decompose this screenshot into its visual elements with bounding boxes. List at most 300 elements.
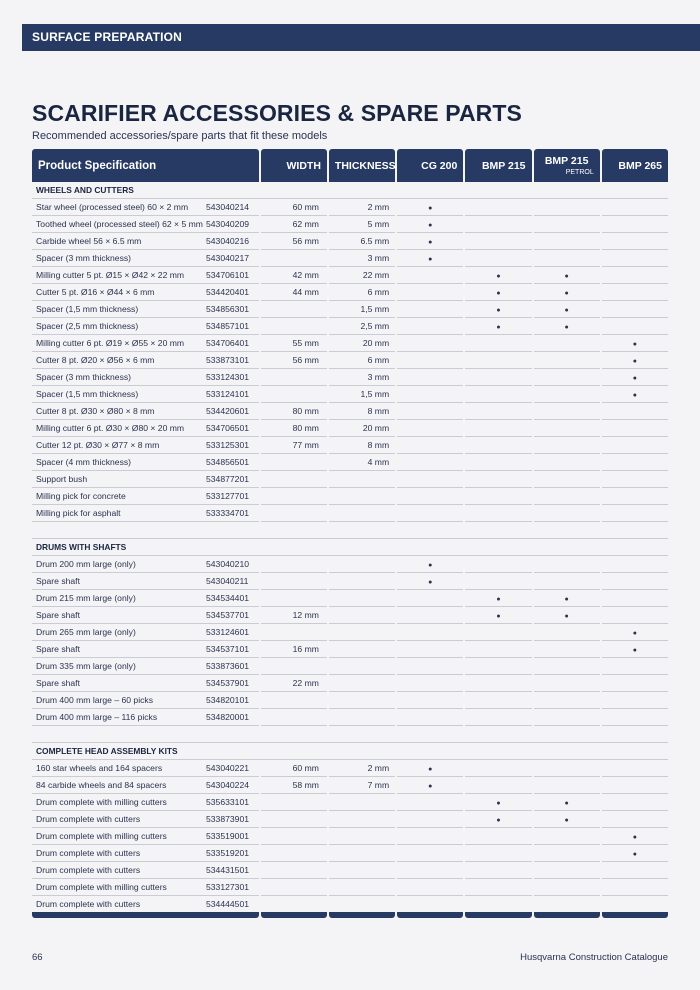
footer-cell [397, 912, 463, 918]
fit-bmp215-petrol [534, 760, 600, 777]
fit-bmp215-petrol [534, 352, 600, 369]
width-value: 77 mm [261, 437, 327, 454]
thickness-value [329, 590, 395, 607]
fit-bmp265 [602, 573, 668, 590]
footer-cell [32, 912, 259, 918]
product-cell [32, 386, 259, 403]
fit-bmp215-petrol [534, 267, 600, 284]
fit-bmp215-petrol [534, 233, 600, 250]
width-value [261, 250, 327, 267]
fit-bmp215 [465, 505, 531, 522]
footer-bar [602, 912, 668, 918]
thickness-value: 6.5 mm [329, 233, 395, 250]
fit-bmp265 [602, 386, 668, 403]
fit-bmp215-petrol [534, 692, 600, 709]
product-name: Spacer (4 mm thickness) [36, 457, 132, 467]
table-row [32, 811, 668, 828]
product-cell [32, 760, 259, 777]
fit-dot-icon: ● [428, 256, 433, 263]
article-number: 534706501 [206, 423, 250, 433]
product-cell [32, 556, 259, 573]
article-number: 543040214 [206, 202, 250, 212]
thickness-value [329, 879, 395, 896]
table-row [32, 454, 668, 471]
fit-bmp215 [465, 794, 531, 811]
fit-bmp215 [465, 675, 531, 692]
product-cell [32, 777, 259, 794]
fit-cg200 [397, 641, 463, 658]
width-value [261, 386, 327, 403]
page-title: SCARIFIER ACCESSORIES & SPARE PARTS [32, 100, 522, 126]
width-value [261, 828, 327, 845]
table-row [32, 488, 668, 505]
width-value [261, 845, 327, 862]
product-name: Drum 265 mm large (only) [36, 627, 136, 637]
product-name: Drum complete with milling cutters [36, 831, 167, 841]
fit-bmp265 [602, 233, 668, 250]
fit-bmp265 [602, 658, 668, 675]
footer-cell [534, 912, 600, 918]
product-name: Drum 400 mm large – 116 picks [36, 712, 158, 722]
fit-bmp215 [465, 233, 531, 250]
product-cell [32, 590, 259, 607]
thickness-value [329, 845, 395, 862]
article-number: 533519001 [206, 831, 250, 841]
product-cell [32, 675, 259, 692]
product-cell [32, 267, 259, 284]
fit-dot-icon: ● [632, 392, 637, 399]
fit-dot-icon: ● [428, 579, 433, 586]
width-value [261, 862, 327, 879]
fit-cg200 [397, 318, 463, 335]
thickness-value [329, 692, 395, 709]
article-number: 534706101 [206, 270, 250, 280]
spacer-cell [32, 726, 668, 743]
table-row [32, 386, 668, 403]
article-number: 534856301 [206, 304, 250, 314]
thickness-value [329, 709, 395, 726]
table-row [32, 828, 668, 845]
width-value [261, 301, 327, 318]
fit-bmp215-petrol [534, 624, 600, 641]
product-cell [32, 216, 259, 233]
footer-cell [602, 912, 668, 918]
footer-bar [32, 912, 259, 918]
fit-bmp215-petrol [534, 437, 600, 454]
fit-bmp215 [465, 607, 531, 624]
fit-bmp215 [465, 811, 531, 828]
fit-bmp215 [465, 862, 531, 879]
fit-bmp215 [465, 760, 531, 777]
fit-bmp265 [602, 709, 668, 726]
fit-dot-icon: ● [564, 800, 569, 807]
product-name: Drum complete with milling cutters [36, 797, 167, 807]
width-value: 56 mm [261, 352, 327, 369]
width-value [261, 369, 327, 386]
table-row [32, 896, 668, 912]
product-cell [32, 896, 259, 912]
fit-bmp215-petrol [534, 573, 600, 590]
fit-bmp215-petrol [534, 488, 600, 505]
fit-bmp215-petrol [534, 896, 600, 912]
fit-bmp215 [465, 335, 531, 352]
fit-bmp215-petrol [534, 709, 600, 726]
fit-cg200 [397, 386, 463, 403]
article-number: 543040221 [206, 763, 250, 773]
article-number: 543040211 [206, 576, 249, 586]
fit-dot-icon: ● [632, 358, 637, 365]
fit-bmp215 [465, 420, 531, 437]
product-name: Drum complete with cutters [36, 814, 141, 824]
fit-bmp215 [465, 318, 531, 335]
fit-bmp265 [602, 488, 668, 505]
fit-cg200 [397, 692, 463, 709]
section-title: COMPLETE HEAD ASSEMBLY KITS [32, 743, 668, 760]
fit-bmp215 [465, 828, 531, 845]
product-name: Drum complete with cutters [36, 848, 141, 858]
fit-bmp215 [465, 777, 531, 794]
fit-bmp215-petrol [534, 607, 600, 624]
table-header-row [32, 149, 668, 182]
article-number: 533519201 [206, 848, 250, 858]
product-cell [32, 233, 259, 250]
header-bmp215-petrol-label: BMP 215 [544, 155, 589, 167]
product-cell [32, 318, 259, 335]
table-row [32, 471, 668, 488]
table-row [32, 267, 668, 284]
product-cell [32, 624, 259, 641]
table-row [32, 437, 668, 454]
fit-bmp215-petrol [534, 301, 600, 318]
section-title: WHEELS AND CUTTERS [32, 182, 668, 199]
fit-bmp215 [465, 488, 531, 505]
product-cell [32, 420, 259, 437]
table-row [32, 658, 668, 675]
fit-bmp215-petrol [534, 658, 600, 675]
fit-bmp215 [465, 573, 531, 590]
fit-bmp215-petrol [534, 556, 600, 573]
header-product-specification: Product Specification [32, 149, 259, 182]
table-row [32, 250, 668, 267]
article-number: 534534401 [206, 593, 250, 603]
thickness-value: 20 mm [329, 335, 395, 352]
thickness-value: 2 mm [329, 199, 395, 216]
fit-bmp265 [602, 624, 668, 641]
article-number: 533127701 [206, 491, 250, 501]
article-number: 534820001 [206, 712, 250, 722]
thickness-value [329, 607, 395, 624]
article-number: 533124301 [206, 372, 250, 382]
fit-bmp215 [465, 896, 531, 912]
product-name: Toothed wheel (processed steel) 62 × 5 mm [36, 219, 203, 229]
fit-dot-icon: ● [632, 647, 637, 654]
fit-bmp215 [465, 199, 531, 216]
table-row [32, 607, 668, 624]
footer-bar [329, 912, 395, 918]
fit-bmp215-petrol [534, 420, 600, 437]
article-number: 533873101 [206, 355, 250, 365]
article-number: 534420601 [206, 406, 250, 416]
width-value [261, 318, 327, 335]
product-name: Cutter 8 pt. Ø30 × Ø80 × 8 mm [36, 406, 155, 416]
width-value: 42 mm [261, 267, 327, 284]
fit-bmp215 [465, 454, 531, 471]
article-number: 534431501 [206, 865, 250, 875]
footer-cell [329, 912, 395, 918]
fit-cg200 [397, 284, 463, 301]
fit-bmp215-petrol [534, 879, 600, 896]
table-row [32, 216, 668, 233]
product-cell [32, 641, 259, 658]
article-number: 533334701 [206, 508, 250, 518]
width-value: 12 mm [261, 607, 327, 624]
fit-cg200 [397, 352, 463, 369]
fit-cg200 [397, 777, 463, 794]
article-number: 533125301 [206, 440, 250, 450]
width-value: 44 mm [261, 284, 327, 301]
product-name: Carbide wheel 56 × 6.5 mm [36, 236, 142, 246]
article-number: 543040217 [206, 253, 250, 263]
width-value: 58 mm [261, 777, 327, 794]
product-name: Drum 200 mm large (only) [36, 559, 136, 569]
thickness-value [329, 675, 395, 692]
thickness-value: 8 mm [329, 437, 395, 454]
table-row [32, 777, 668, 794]
product-cell [32, 488, 259, 505]
footer-cell [261, 912, 327, 918]
fit-dot-icon: ● [564, 324, 569, 331]
table-row [32, 794, 668, 811]
fit-cg200 [397, 794, 463, 811]
fit-bmp215-petrol [534, 828, 600, 845]
fit-cg200 [397, 505, 463, 522]
width-value [261, 624, 327, 641]
footer-bar [534, 912, 600, 918]
fit-bmp265 [602, 879, 668, 896]
width-value: 80 mm [261, 420, 327, 437]
product-cell [32, 692, 259, 709]
fit-dot-icon: ● [564, 613, 569, 620]
table-row [32, 403, 668, 420]
width-value [261, 692, 327, 709]
table-row [32, 845, 668, 862]
fit-bmp215 [465, 692, 531, 709]
section-title: DRUMS WITH SHAFTS [32, 539, 668, 556]
fit-bmp265 [602, 301, 668, 318]
section-row [32, 182, 668, 199]
fit-dot-icon: ● [496, 596, 501, 603]
fit-dot-icon: ● [496, 273, 501, 280]
fit-cg200 [397, 760, 463, 777]
table-row [32, 352, 668, 369]
fit-bmp215 [465, 369, 531, 386]
fit-dot-icon: ● [428, 239, 433, 246]
article-number: 543040209 [206, 219, 250, 229]
product-name: Spacer (3 mm thickness) [36, 253, 132, 263]
fit-cg200 [397, 250, 463, 267]
fit-cg200 [397, 845, 463, 862]
product-name: Cutter 5 pt. Ø16 × Ø44 × 6 mm [36, 287, 155, 297]
article-number: 533873901 [206, 814, 250, 824]
product-name: Spare shaft [36, 644, 80, 654]
fit-cg200 [397, 199, 463, 216]
fit-dot-icon: ● [564, 273, 569, 280]
fit-cg200 [397, 879, 463, 896]
header-cg200: CG 200 [397, 149, 463, 182]
article-number: 534820101 [206, 695, 250, 705]
thickness-value: 5 mm [329, 216, 395, 233]
product-name: Drum 215 mm large (only) [36, 593, 136, 603]
fit-bmp215-petrol [534, 794, 600, 811]
article-number: 533873601 [206, 661, 250, 671]
section-title: SURFACE PREPARATION [32, 30, 183, 44]
thickness-value [329, 828, 395, 845]
fit-cg200 [397, 233, 463, 250]
fit-dot-icon: ● [428, 783, 433, 790]
thickness-value: 3 mm [329, 250, 395, 267]
fit-bmp265 [602, 471, 668, 488]
fit-bmp265 [602, 454, 668, 471]
thickness-value [329, 811, 395, 828]
fit-cg200 [397, 488, 463, 505]
thickness-value [329, 556, 395, 573]
thickness-value [329, 862, 395, 879]
fit-bmp215 [465, 845, 531, 862]
table-row [32, 369, 668, 386]
fit-cg200 [397, 624, 463, 641]
header-bmp265: BMP 265 [602, 149, 668, 182]
thickness-value: 6 mm [329, 284, 395, 301]
fit-cg200 [397, 420, 463, 437]
width-value [261, 811, 327, 828]
fit-dot-icon: ● [564, 290, 569, 297]
fit-bmp215-petrol [534, 216, 600, 233]
article-number: 543040216 [206, 236, 250, 246]
fit-bmp215-petrol [534, 590, 600, 607]
width-value [261, 505, 327, 522]
fit-cg200 [397, 675, 463, 692]
parts-table-container [32, 149, 668, 918]
width-value: 80 mm [261, 403, 327, 420]
fit-bmp215 [465, 216, 531, 233]
fit-cg200 [397, 403, 463, 420]
product-cell [32, 505, 259, 522]
width-value: 55 mm [261, 335, 327, 352]
fit-bmp265 [602, 692, 668, 709]
fit-bmp215-petrol [534, 862, 600, 879]
product-name: Spacer (2,5 mm thickness) [36, 321, 139, 331]
fit-bmp215-petrol [534, 675, 600, 692]
header-bmp215: BMP 215 [465, 149, 531, 182]
width-value [261, 488, 327, 505]
fit-bmp215-petrol [534, 403, 600, 420]
product-name: Cutter 8 pt. Ø20 × Ø56 × 6 mm [36, 355, 155, 365]
fit-dot-icon: ● [428, 562, 433, 569]
width-value: 22 mm [261, 675, 327, 692]
fit-dot-icon: ● [496, 307, 501, 314]
fit-bmp215-petrol [534, 454, 600, 471]
article-number: 533127301 [206, 882, 250, 892]
product-name: Drum 335 mm large (only) [36, 661, 136, 671]
product-cell [32, 301, 259, 318]
spacer-row [32, 522, 668, 539]
product-cell [32, 199, 259, 216]
product-name: Spacer (1,5 mm thickness) [36, 389, 139, 399]
product-cell [32, 403, 259, 420]
fit-dot-icon: ● [428, 222, 433, 229]
fit-cg200 [397, 267, 463, 284]
table-body [32, 182, 668, 912]
width-value [261, 794, 327, 811]
width-value [261, 590, 327, 607]
fit-dot-icon: ● [496, 817, 501, 824]
width-value: 16 mm [261, 641, 327, 658]
product-cell [32, 658, 259, 675]
product-name: Milling cutter 5 pt. Ø15 × Ø42 × 22 mm [36, 270, 185, 280]
fit-bmp215 [465, 267, 531, 284]
thickness-value [329, 641, 395, 658]
width-value [261, 573, 327, 590]
article-number: 534877201 [206, 474, 250, 484]
table-row [32, 760, 668, 777]
fit-cg200 [397, 437, 463, 454]
article-number: 535633101 [206, 797, 250, 807]
thickness-value: 8 mm [329, 403, 395, 420]
fit-cg200 [397, 573, 463, 590]
thickness-value [329, 505, 395, 522]
fit-cg200 [397, 301, 463, 318]
fit-bmp215 [465, 301, 531, 318]
fit-bmp265 [602, 352, 668, 369]
width-value [261, 709, 327, 726]
thickness-value [329, 624, 395, 641]
fit-dot-icon: ● [632, 630, 637, 637]
table-row [32, 505, 668, 522]
fit-bmp215-petrol [534, 641, 600, 658]
table-row [32, 573, 668, 590]
product-name: Spacer (1,5 mm thickness) [36, 304, 139, 314]
fit-bmp215 [465, 403, 531, 420]
product-cell [32, 709, 259, 726]
fit-dot-icon: ● [632, 851, 637, 858]
product-name: Milling pick for concrete [36, 491, 126, 501]
article-number: 534537101 [206, 644, 250, 654]
width-value [261, 896, 327, 912]
footer-bar [397, 912, 463, 918]
table-row [32, 590, 668, 607]
fit-bmp215 [465, 879, 531, 896]
page-number: 66 [32, 952, 43, 963]
product-cell [32, 879, 259, 896]
table-row [32, 301, 668, 318]
product-cell [32, 845, 259, 862]
width-value: 56 mm [261, 233, 327, 250]
fit-dot-icon: ● [632, 375, 637, 382]
product-name: Drum 400 mm large – 60 picks [36, 695, 154, 705]
fit-bmp215 [465, 590, 531, 607]
fit-dot-icon: ● [496, 800, 501, 807]
fit-bmp265 [602, 641, 668, 658]
article-number: 534706401 [206, 338, 250, 348]
article-number: 543040210 [206, 559, 250, 569]
thickness-value: 20 mm [329, 420, 395, 437]
thickness-value: 6 mm [329, 352, 395, 369]
thickness-value: 7 mm [329, 777, 395, 794]
thickness-value: 1,5 mm [329, 386, 395, 403]
fit-bmp215 [465, 284, 531, 301]
fit-bmp265 [602, 284, 668, 301]
thickness-value: 22 mm [329, 267, 395, 284]
